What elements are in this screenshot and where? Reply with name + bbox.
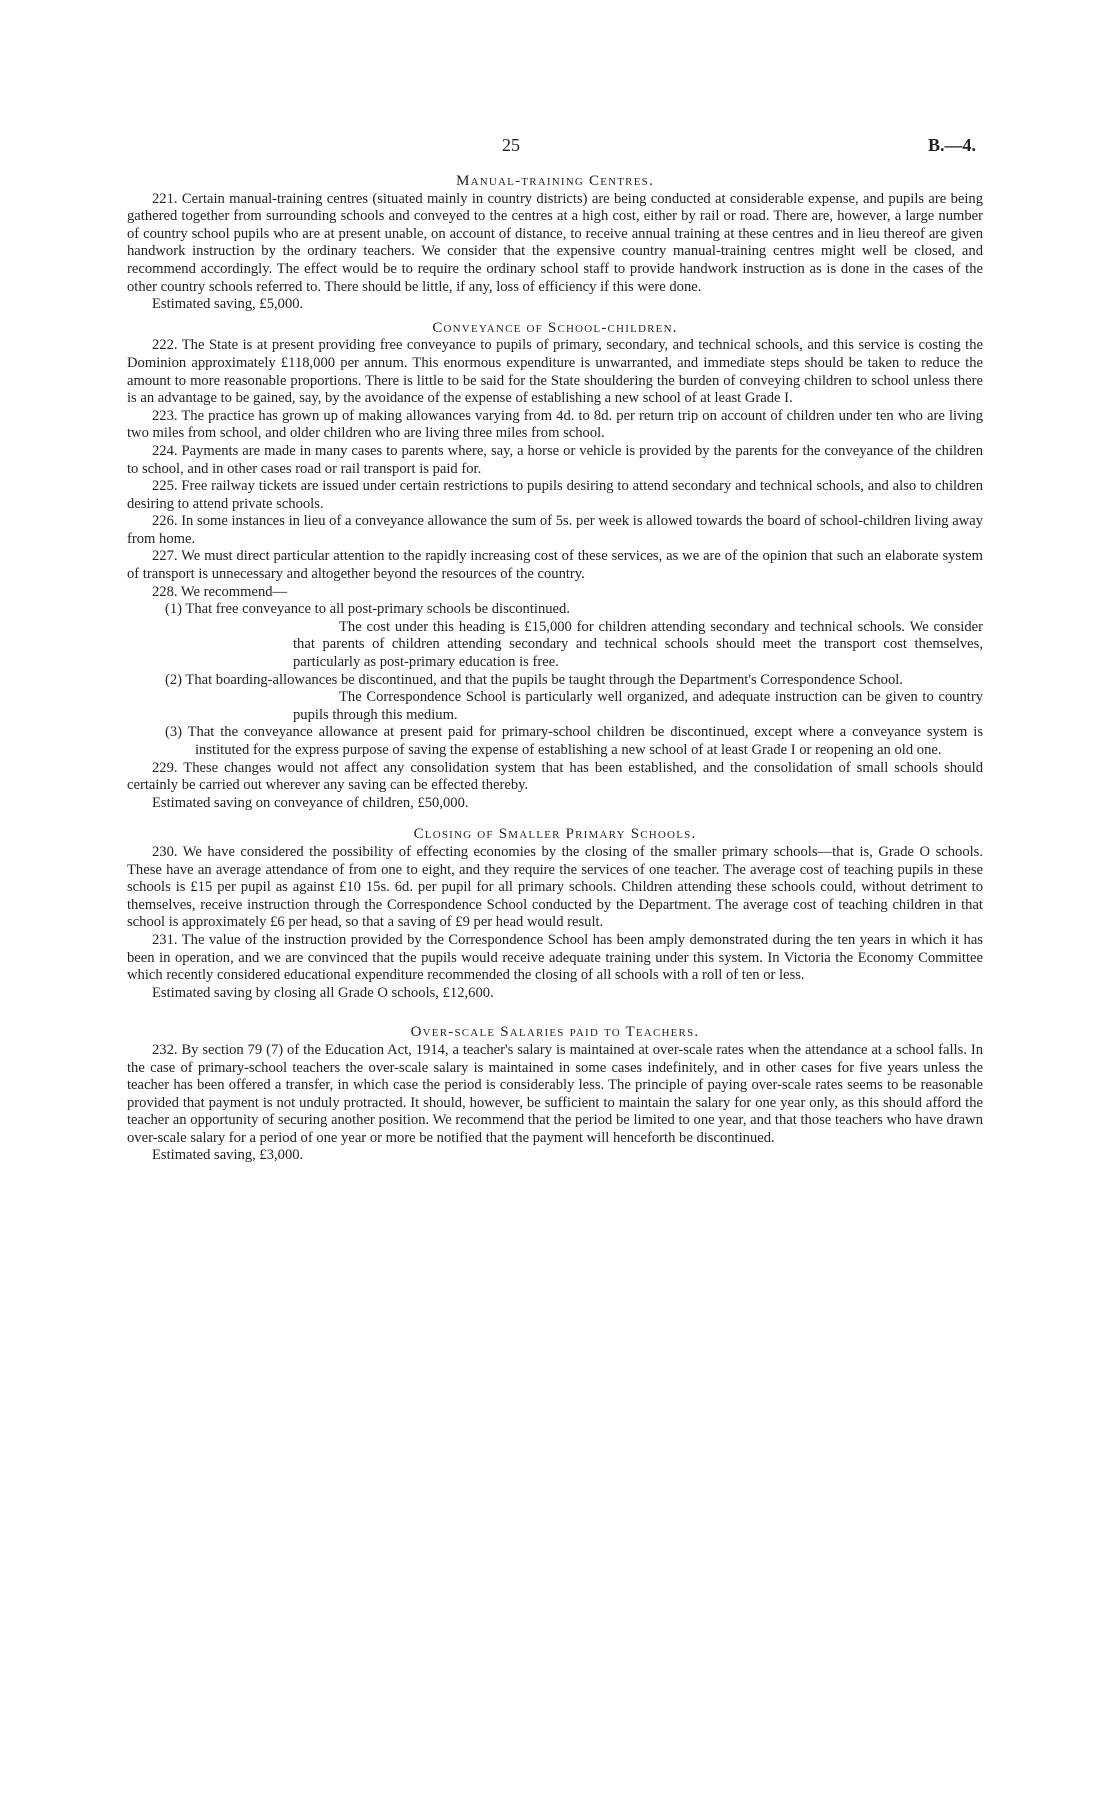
recommendation-item: (2) That boarding-allowances be discontinued, and that the pupils be taught through the Department's Correspondence School. (165, 671, 903, 688)
recommendation-note: The Correspondence School is particularly well organized, and adequate instruction can be given to country pupils through this medium. (293, 689, 983, 723)
section-title: Manual-training Centres. (456, 173, 654, 189)
paragraph-224: 224. Payments are made in many cases to parents where, say, a horse or vehicle is provided by the parents for the conveyance of the children to school, and in other cases road or rail transport is paid for. (127, 442, 983, 477)
estimated-saving: Estimated saving, £5,000. (152, 296, 304, 313)
paragraph-232: 232. By section 79 (7) of the Education Act, 1914, a teacher's salary is maintained at over-scale rates when the attendance at a school falls. In the case of primary-school teachers the over-scale salary is maintained in some cases indefinitely, and in other cases for five years unless the teacher has been offered a transfer, in which case the period is considerably less. The principle of paying over-scale rates seems to be reasonable provided that payment is not unduly protracted. It should, however, be sufficient to maintain the salary for one year only, as this should afford the teacher an opportunity of securing another position. We recommend that the period be limited to one year, and that those teachers who have drawn over-scale salary for a period of one year or more be notified that the payment will henceforth be discontinued. (127, 1041, 983, 1146)
estimated-saving: Estimated saving on conveyance of children, £50,000. (152, 794, 469, 811)
paragraph-223: 223. The practice has grown up of making allowances varying from 4d. to 8d. per return trip on account of children under ten who are living two miles from school, and older children who are living three miles from school. (127, 407, 983, 442)
estimated-saving: Estimated saving by closing all Grade O schools, £12,600. (152, 984, 494, 1001)
paragraph-228: 228. We recommend— (152, 583, 288, 600)
recommendation-item: (1) That free conveyance to all post-primary schools be discontinued. (165, 601, 570, 618)
paragraph-221: 221. Certain manual-training centres (situated mainly in country districts) are being conducted at considerable expense, and pupils are being gathered together from surrounding schools and conveyed to the centres at a high cost, either by rail or road. There are, however, a large number of country school pupils who are at present unable, on account of distance, to receive annual training at these centres and in lieu thereof are given handwork instruction by the ordinary teachers. We consider that the expensive country manual-training centres might well be closed, and recommend accordingly. The effect would be to require the ordinary school staff to provide handwork instruction as is done in the cases of the other country schools referred to. There should be little, if any, loss of efficiency if this were done. (127, 190, 983, 295)
recommendation-note: The cost under this heading is £15,000 for children attending secondary and technical schools. We consider that parents of children attending secondary and technical schools should meet the transport cost themselves, particularly as post-primary education is free. (293, 618, 983, 671)
page-header (0, 135, 1114, 159)
section-title: Conveyance of School-children. (432, 319, 678, 336)
paragraph-225: 225. Free railway tickets are issued under certain restrictions to pupils desiring to attend secondary and technical schools, and also to children desiring to attend private schools. (127, 478, 983, 512)
recommendation-list (127, 601, 983, 759)
paragraph-226: 226. In some instances in lieu of a conveyance allowance the sum of 5s. per week is allowed towards the board of school-children living away from home. (127, 513, 983, 547)
paragraph-229: 229. These changes would not affect any consolidation system that has been established, and the consolidation of small schools should certainly be carried out wherever any saving can be effected thereby. (127, 759, 983, 794)
paragraph-227: 227. We must direct particular attention to the rapidly increasing cost of these services, as we are of the opinion that such an elaborate system of transport is unnecessary and altogether beyond the resources of the country. (127, 548, 983, 583)
recommendation-item: (3) That the conveyance allowance at present paid for primary-school children be discontinued, except where a conveyance system is instituted for the express purpose of saving the expense of establishing a new school of at least Grade I or reopening an old one. (165, 724, 983, 758)
document-reference: B.—4. (928, 135, 977, 155)
estimated-saving: Estimated saving, £3,000. (152, 1147, 304, 1164)
section-title: Over-scale Salaries paid to Teachers. (410, 1024, 700, 1041)
paragraph-222: 222. The State is at present providing free conveyance to pupils of primary, secondary, and technical schools, and this service is costing the Dominion approximately £118,000 per annum. This enormous expenditure is unwarranted, and immediate steps should be taken to reduce the amount to more reasonable proportions. There is little to be said for the State shouldering the burden of conveying children to school unless there is an advantage to be gained, say, by the avoidance of the expense of establishing a new school of at least Grade I. (127, 337, 983, 407)
section-title: Closing of Smaller Primary Schools. (413, 826, 697, 843)
paragraph-231: 231. The value of the instruction provided by the Correspondence School has been amply demonstrated during the ten years in which it has been in operation, and we are convinced that the pupils would receive adequate training under this system. In Victoria the Economy Committee which recently considered educational expenditure recommended the closing of all schools with a roll of ten or less. (127, 931, 983, 984)
document-body (127, 173, 983, 1165)
page-number: 25 (502, 135, 520, 155)
paragraph-230: 230. We have considered the possibility of effecting economies by the closing of the smaller primary schools—that is, Grade O schools. These have an average attendance of from one to eight, and they require the services of one teacher. The average cost of teaching pupils in these schools is £15 per pupil as against £10 15s. 6d. per pupil for all primary schools. Children attending these schools could, without detriment to themselves, receive instruction through the Correspondence School conducted by the Department. The average cost of teaching children in that school is approximately £6 per head, so that a saving of £9 per head would result. (127, 843, 983, 931)
